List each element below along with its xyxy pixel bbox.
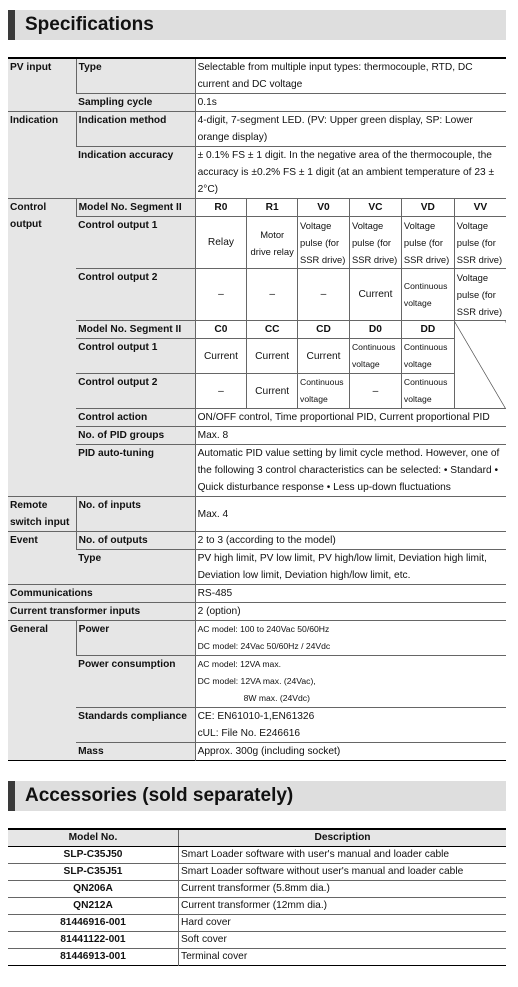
segment-code: CD [298,321,350,339]
cell-value: Voltage pulse (for SSR drive) [298,217,350,269]
cell-value: Continuous voltage [298,374,350,409]
cell-value: – [195,374,247,409]
cell-value: Relay [195,217,247,269]
value-mass: Approx. 300g (including socket) [195,743,506,761]
table-row [8,445,506,497]
value-event-type: PV high limit, PV low limit, PV high/low limit, Deviation high limit, Deviation low limit, Deviation high/low limit, etc. [195,550,506,585]
item-indication-method: Indication method [76,112,195,147]
item-power-consumption: Power consumption [76,656,195,708]
item-pid-groups: No. of PID groups [76,427,195,445]
cell-value: Current [349,269,401,321]
accessory-description: Smart Loader software without user's manual and loader cable [179,864,507,881]
cell-value: Continuous voltage [401,269,454,321]
item-num-inputs: No. of inputs [76,497,195,532]
accessory-description: Soft cover [179,932,507,949]
value-sampling-cycle: 0.1s [195,94,506,112]
table-row [8,932,506,949]
specifications-table [8,57,506,761]
value-communications: RS-485 [195,585,506,603]
cell-value: – [298,269,350,321]
accessory-model: 81446913-001 [8,949,179,966]
consumption-ac-line: AC model: 12VA max. [197,659,282,669]
cell-value: Continuous voltage [401,374,454,409]
table-row [8,269,506,321]
table-row [8,112,506,147]
table-row [8,743,506,761]
header-accent-bar [8,781,15,811]
cell-value: – [349,374,401,409]
segment-code: V0 [298,199,350,217]
segment-code: VV [454,199,506,217]
category-current-transformer-inputs: Current transformer inputs [8,603,195,621]
accessory-model: 81441122-001 [8,932,179,949]
category-event: Event [8,532,76,585]
cell-value: Current [247,374,298,409]
standards-cul-line: cUL: File No. E246616 [197,728,301,739]
value-power [195,621,506,656]
value-pid-groups: Max. 8 [195,427,506,445]
accessory-description: Smart Loader software with user's manual and loader cable [179,847,507,864]
cell-value: – [195,269,247,321]
table-row [8,374,506,409]
value-control-action: ON/OFF control, Time proportional PID, Current proportional PID [195,409,506,427]
table-row [8,550,506,585]
accessory-model: QN206A [8,881,179,898]
table-row [8,427,506,445]
item-mass: Mass [76,743,195,761]
table-row [8,532,506,550]
cell-value: Voltage pulse (for SSR drive) [401,217,454,269]
accessory-model: 81446916-001 [8,915,179,932]
value-indication-accuracy: ± 0.1% FS ± 1 digit. In the negative area of the thermocouple, the accuracy is ±0.2% FS ± 1 digit (at an ambient temperature of 23 ± 2°C) [195,147,506,199]
value-pid-auto-tuning: Automatic PID value setting by limit cycle method. However, one of the following 3 control characteristics can be selected: • Standard • Quick disturbance response • Less up-down fluctuations [195,445,506,497]
accessory-description: Current transformer (5.8mm dia.) [179,881,507,898]
item-standards-compliance: Standards compliance [76,708,195,743]
header-accent-bar [8,10,15,40]
accessory-model: SLP-C35J50 [8,847,179,864]
category-general: General [8,621,76,761]
accessory-description: Terminal cover [179,949,507,966]
accessory-model: QN212A [8,898,179,915]
table-row [8,881,506,898]
table-row [8,147,506,199]
table-row [8,847,506,864]
accessories-table [8,828,506,966]
category-communications: Communications [8,585,195,603]
cell-value: Continuous voltage [349,339,401,374]
table-row [8,321,506,339]
cell-value: Voltage pulse (for SSR drive) [349,217,401,269]
cell-value: Current [195,339,247,374]
table-row [8,708,506,743]
value-num-inputs: Max. 4 [195,497,506,532]
table-row [8,409,506,427]
table-row [8,915,506,932]
table-row [8,217,506,269]
category-control-output: Control output [8,199,76,497]
segment-code: CC [247,321,298,339]
accessories-header [8,781,506,811]
value-indication-method: 4-digit, 7-segment LED. (PV: Upper green display, SP: Lower orange display) [195,112,506,147]
segment-code: DD [401,321,454,339]
item-control-action: Control action [76,409,195,427]
value-type: Selectable from multiple input types: thermocouple, RTD, DC current and DC voltage [195,58,506,94]
segment-code: VC [349,199,401,217]
cell-value: – [247,269,298,321]
column-header-description: Description [179,829,507,847]
table-row [8,339,506,374]
value-num-outputs: 2 to 3 (according to the model) [195,532,506,550]
item-control-output-2: Control output 2 [76,374,195,409]
table-row [8,949,506,966]
cell-value: Voltage pulse (for SSR drive) [454,217,506,269]
diagonal-empty-cell [454,321,506,409]
accessory-model: SLP-C35J51 [8,864,179,881]
item-pid-auto-tuning: PID auto-tuning [76,445,195,497]
category-pv-input: PV input [8,58,76,112]
table-header-row [8,829,506,847]
power-ac-line: AC model: 100 to 240Vac 50/60Hz [197,624,330,634]
consumption-dc-line: DC model: 12VA max. (24Vac), [197,676,316,686]
specifications-header [8,10,506,40]
table-row [8,58,506,94]
value-power-consumption [195,656,506,708]
segment-code: C0 [195,321,247,339]
accessories-title: Accessories (sold separately) [25,785,294,806]
table-row [8,621,506,656]
cell-value: Current [298,339,350,374]
category-indication: Indication [8,112,76,199]
table-row [8,94,506,112]
table-row [8,199,506,217]
item-num-outputs: No. of outputs [76,532,195,550]
column-header-model: Model No. [8,829,179,847]
value-current-transformer-inputs: 2 (option) [195,603,506,621]
category-remote-switch-input: Remote switch input [8,497,76,532]
segment-code: D0 [349,321,401,339]
table-row [8,585,506,603]
segment-code: R1 [247,199,298,217]
item-control-output-2: Control output 2 [76,269,195,321]
item-sampling-cycle: Sampling cycle [76,94,195,112]
table-row [8,864,506,881]
standards-ce-line: CE: EN61010-1,EN61326 [197,711,315,722]
accessory-description: Current transformer (12mm dia.) [179,898,507,915]
item-indication-accuracy: Indication accuracy [76,147,195,199]
item-control-output-1: Control output 1 [76,339,195,374]
table-row [8,656,506,708]
item-control-output-1: Control output 1 [76,217,195,269]
cell-value: Continuous voltage [401,339,454,374]
value-standards-compliance [195,708,506,743]
table-row [8,898,506,915]
item-power: Power [76,621,195,656]
consumption-dc-line-2: 8W max. (24Vdc) [243,693,310,703]
item-segment-label: Model No. Segment II [76,199,195,217]
item-event-type: Type [76,550,195,585]
table-row [8,497,506,532]
accessory-description: Hard cover [179,915,507,932]
cell-value: Current [247,339,298,374]
segment-code: R0 [195,199,247,217]
power-dc-line: DC model: 24Vac 50/60Hz / 24Vdc [197,641,331,651]
table-row [8,603,506,621]
cell-value: Motor drive relay [247,217,298,269]
specifications-title: Specifications [25,14,154,35]
item-segment-label: Model No. Segment II [76,321,195,339]
cell-value: Voltage pulse (for SSR drive) [454,269,506,321]
segment-code: VD [401,199,454,217]
item-type: Type [76,58,195,94]
